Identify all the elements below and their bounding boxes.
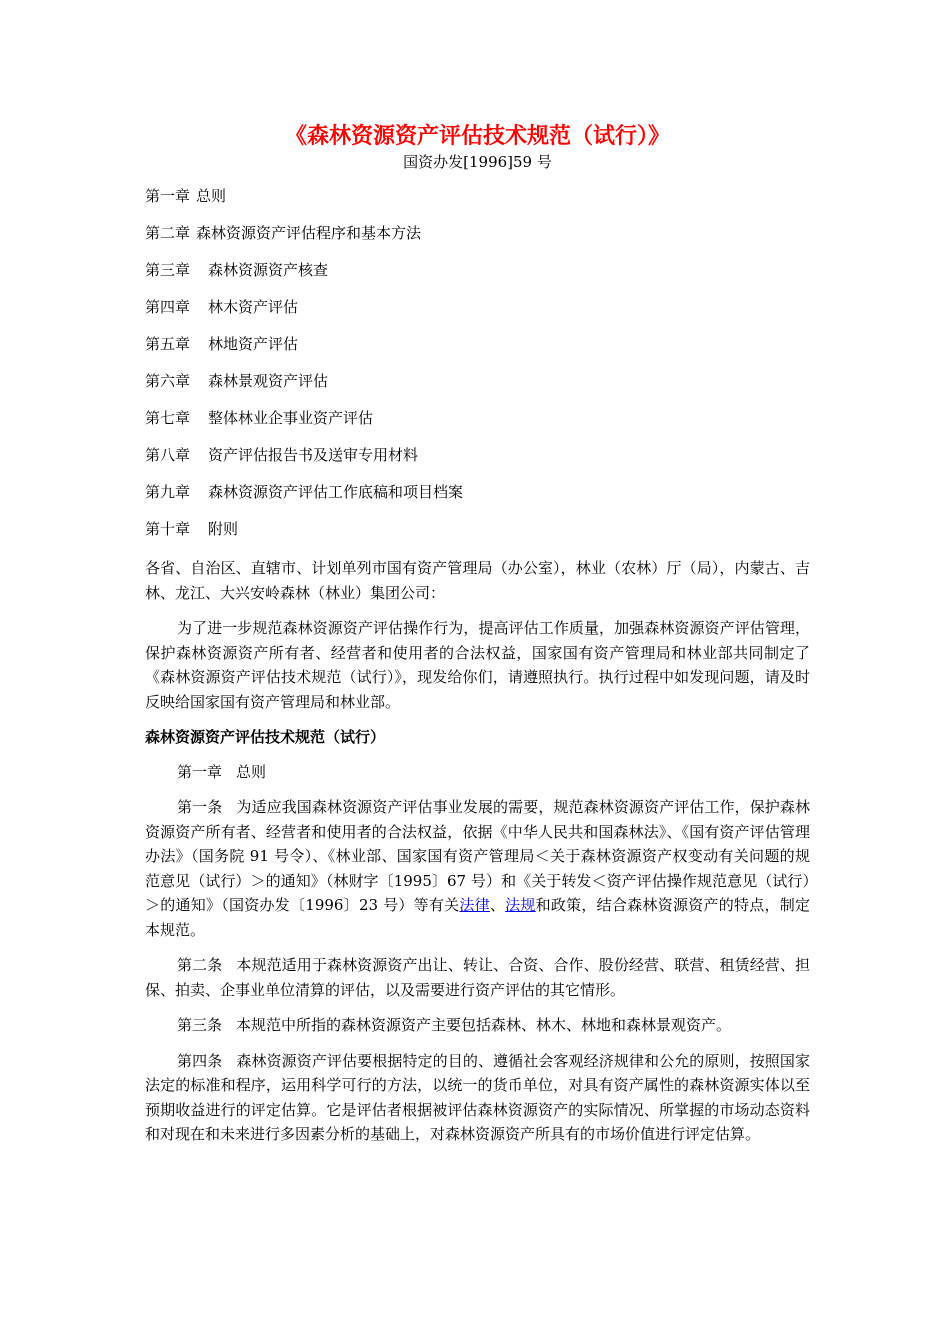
chapter-name: 总则: [236, 763, 267, 781]
toc-item: [145, 482, 810, 502]
toc-item: [145, 445, 810, 465]
toc-name: 森林资源资产评估工作底稿和项目档案: [208, 483, 464, 501]
article-4: [145, 1049, 810, 1147]
document-page: [145, 120, 810, 1158]
toc-chapter: 第十章: [145, 520, 191, 538]
chapter-heading: [145, 760, 810, 784]
document-title: 《森林资源资产评估技术规范（试行）》: [284, 123, 670, 149]
toc-chapter: 第四章: [145, 298, 191, 316]
article-text: 本规范适用于森林资源资产出让、转让、合资、合作、股份经营、联营、租赁经营、担保、拍卖、企事业单位清算的评估，以及需要进行资产评估的其它情形。: [145, 956, 810, 999]
toc-name: 整体林业企事业资产评估: [208, 409, 374, 427]
spec-title: 森林资源资产评估技术规范（试行）: [145, 728, 386, 746]
article-1: [145, 795, 810, 942]
toc-item: [145, 186, 810, 206]
toc-chapter: 第七章: [145, 409, 191, 427]
regulation-link[interactable]: 法规: [505, 896, 536, 914]
notice-paragraph: 为了进一步规范森林资源资产评估操作行为，提高评估工作质量，加强森林资源资产评估管理，保护森林资源资产所有者、经营者和使用者的合法权益，国家国有资产管理局和林业部共同制定了《森林资源资产评估技术规范（试行）》，现发给你们，请遵照执行。执行过程中如发现问题，请及时反映给国家国有资产管理局和林业部。: [145, 619, 810, 711]
document-number: 国资办发[1996]59 号: [403, 153, 552, 171]
toc-name: 林地资产评估: [208, 335, 299, 353]
toc-chapter: 第三章: [145, 261, 191, 279]
toc-name: 总则: [196, 187, 227, 205]
toc-item: [145, 334, 810, 354]
article-label: 第四条: [177, 1051, 223, 1070]
toc-item: [145, 371, 810, 391]
toc-name: 林木资产评估: [208, 298, 299, 316]
law-link[interactable]: 法律: [459, 896, 490, 914]
article-text: 本规范中所指的森林资源资产主要包括森林、林木、林地和森林景观资产。: [236, 1016, 732, 1034]
article-label: 第二条: [177, 956, 223, 974]
toc-chapter: 第一章: [145, 187, 191, 205]
toc-item: [145, 519, 810, 539]
toc-chapter: 第二章: [145, 224, 191, 242]
toc-name: 森林资源资产评估程序和基本方法: [196, 224, 422, 242]
article-label: 第一条: [177, 798, 223, 816]
article-2: [145, 953, 810, 1002]
toc-item: [145, 297, 810, 317]
article-text: 为适应我国森林资源资产评估事业发展的需要，规范森林资源资产评估工作，保护森林资源资产所有者、经营者和使用者的合法权益，依据《中华人民共和国森林法》、《国有资产评估管理办法》（国务院 91 号令）、《林业部、国家国有资产管理局＜关于森林资源资产权变动有关问题的规范意见（试行）＞的通知》（林财字〔1995〕67 号）和《关于转发＜资产评估操作规范意见（试行）＞的通知》（国资办发〔1996〕23 号）等有关: [145, 798, 810, 914]
toc-name: 森林景观资产评估: [208, 372, 329, 390]
toc-item: [145, 260, 810, 280]
toc-name: 资产评估报告书及送审专用材料: [208, 446, 419, 464]
toc-name: 附则: [208, 520, 239, 538]
toc-item: [145, 408, 810, 428]
toc-chapter: 第八章: [145, 446, 191, 464]
toc-chapter: 第五章: [145, 335, 191, 353]
addressee-paragraph: 各省、自治区、直辖市、计划单列市国有资产管理局（办公室），林业（农林）厅（局），内蒙古、吉林、龙江、大兴安岭森林（林业）集团公司：: [145, 559, 810, 602]
chapter-label: 第一章: [177, 763, 223, 781]
toc-name: 森林资源资产核查: [208, 261, 329, 279]
toc-item: [145, 223, 810, 243]
article-label: 第三条: [177, 1016, 223, 1034]
article-text-end: 和政策，结合森林资源资产的特点，制定本规范。: [145, 896, 810, 939]
toc-chapter: 第六章: [145, 372, 191, 390]
article-text: 森林资源资产评估要根据特定的目的、遵循社会客观经济规律和公允的原则，按照国家法定的标准和程序，运用科学可行的方法，以统一的货币单位，对具有资产属性的森林资源实体以至预期收益进行的评定估算。它是评估者根据被评估森林资源资产的实际情况、所掌握的市场动态资料和对现在和未来进行多因素分析的基础上，对森林资源资产所具有的市场价值进行评定估算。: [145, 1051, 810, 1143]
link-separator: 、: [489, 896, 506, 914]
toc-chapter: 第九章: [145, 483, 191, 501]
table-of-contents: [145, 186, 810, 539]
article-3: [145, 1013, 810, 1038]
